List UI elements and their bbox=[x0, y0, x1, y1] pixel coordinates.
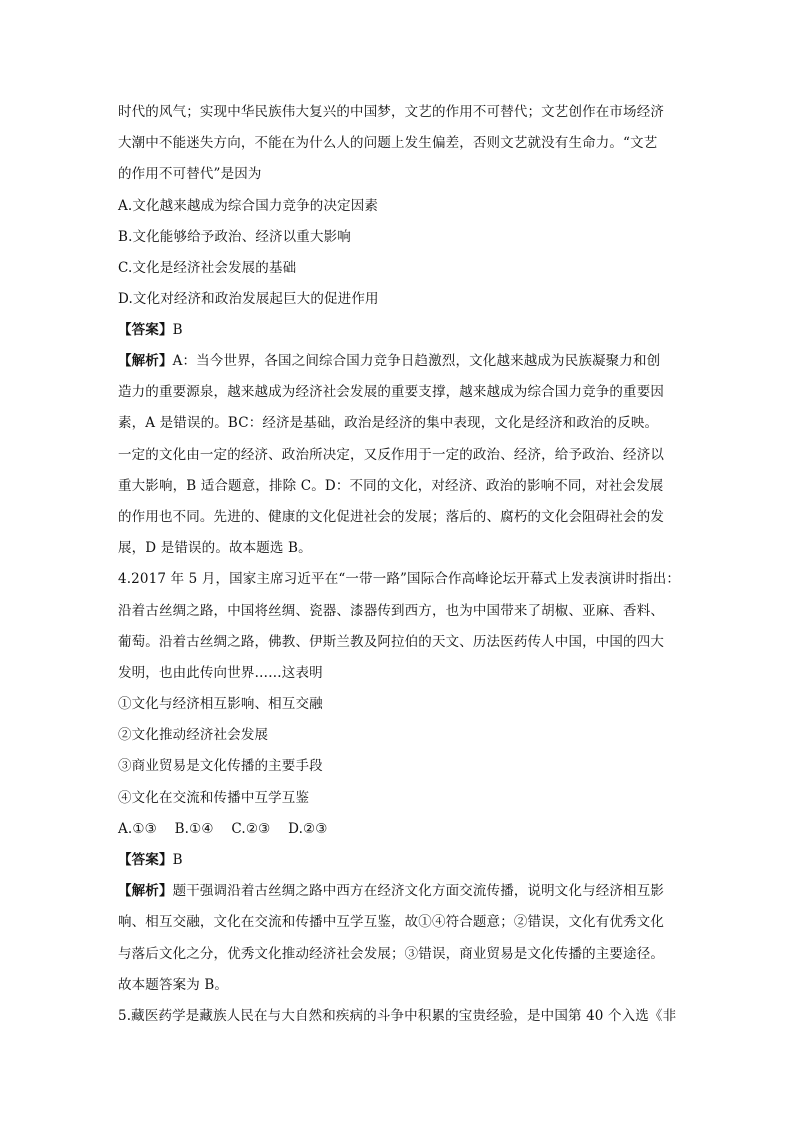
answer-label: 【答案】 bbox=[118, 322, 173, 338]
q3-analysis-line: 素，A 是错误的。BC：经济是基础，政治是经济的集中表现，文化是经济和政治的反映。 bbox=[118, 415, 659, 431]
q3-analysis-line: 展，D 是错误的。故本题选 B。 bbox=[118, 540, 312, 556]
q3-option-a: A.文化越来越成为综合国力竞争的决定因素 bbox=[118, 198, 379, 214]
q3-analysis-line: 重大影响，B 适合题意，排除 C。D：不同的文化，对经济、政治的影响不同，对社会发展 bbox=[118, 478, 664, 494]
q3-analysis-line: 的作用也不同。先进的、健康的文化促进社会的发展；落后的、腐朽的文化会阻碍社会的发 bbox=[118, 509, 664, 525]
answer-value: B bbox=[172, 322, 183, 338]
q3-answer bbox=[118, 320, 678, 340]
q3-stem-line: 大潮中不能迷失方向，不能在为什么人的问题上发生偏差，否则文艺就没有生命力。“文艺 bbox=[118, 135, 658, 151]
q4-analysis-line: 故本题答案为 B。 bbox=[118, 977, 229, 993]
q3-option-c: C.文化是经济社会发展的基础 bbox=[118, 260, 297, 276]
q4-analysis-line bbox=[118, 881, 680, 901]
analysis-text: 题干强调沿着古丝绸之路中西方在经济文化方面交流传播，说明文化与经济相互影 bbox=[172, 883, 665, 899]
q3-analysis-line: 一定的文化由一定的经济、政治所决定，又反作用于一定的政治、经济，给予政治、经济以 bbox=[118, 447, 664, 463]
q4-item-4: ④文化在交流和传播中互学互鉴 bbox=[118, 790, 310, 806]
q4-analysis-line: 响、相互交融，文化在交流和传播中互学互鉴，故①④符合题意；②错误，文化有优秀文化 bbox=[118, 914, 664, 930]
q4-item-3: ③商业贸易是文化传播的主要手段 bbox=[118, 758, 323, 774]
q3-stem-line: 的作用不可替代”是因为 bbox=[118, 166, 262, 182]
answer-value: B bbox=[172, 852, 183, 868]
q3-analysis-line: 造力的重要源泉，越来越成为经济社会发展的重要支撑，越来越成为综合国力竞争的重要因 bbox=[118, 384, 664, 400]
q3-stem-line: 时代的风气；实现中华民族伟大复兴的中国梦，文艺的作用不可替代；文艺创作在市场经济 bbox=[118, 104, 664, 120]
answer-label: 【答案】 bbox=[118, 852, 173, 868]
q5-stem-line: 5.藏医药学是藏族人民在与大自然和疾病的斗争中积累的宝贵经验，是中国第 40 个入选《非 bbox=[118, 1008, 677, 1024]
q3-option-b: B.文化能够给予政治、经济以重大影响 bbox=[118, 229, 351, 245]
q4-stem-line: 4.2017 年 5 月，国家主席习近平在“一带一路”国际合作高峰论坛开幕式上发表演讲时指出： bbox=[118, 571, 681, 587]
analysis-text: A：当今世界，各国之间综合国力竞争日趋激烈，文化越来越成为民族凝聚力和创 bbox=[172, 353, 661, 369]
q4-answer bbox=[118, 850, 678, 870]
analysis-label: 【解析】 bbox=[118, 883, 173, 899]
q4-stem-line: 葡萄。沿着古丝绸之路，佛教、伊斯兰教及阿拉伯的天文、历法医药传人中国，中国的四大 bbox=[118, 634, 664, 650]
q4-item-2: ②文化推动经济社会发展 bbox=[118, 727, 269, 743]
q3-option-d: D.文化对经济和政治发展起巨大的促进作用 bbox=[118, 291, 379, 307]
q4-stem-line: 沿着古丝绸之路，中国将丝绸、瓷器、漆器传到西方，也为中国带来了胡椒、亚麻、香料、 bbox=[118, 603, 664, 619]
q3-analysis-line bbox=[118, 351, 680, 371]
q4-stem-line: 发明，也由此传向世界……这表明 bbox=[118, 665, 323, 681]
q4-analysis-line: 与落后文化之分，优秀文化推动经济社会发展；③错误，商业贸易是文化传播的主要途径。 bbox=[118, 946, 664, 962]
q4-item-1: ①文化与经济相互影响、相互交融 bbox=[118, 696, 323, 712]
q4-options: A.①③ B.①④ C.②③ D.②③ bbox=[118, 821, 328, 837]
analysis-label: 【解析】 bbox=[118, 353, 173, 369]
